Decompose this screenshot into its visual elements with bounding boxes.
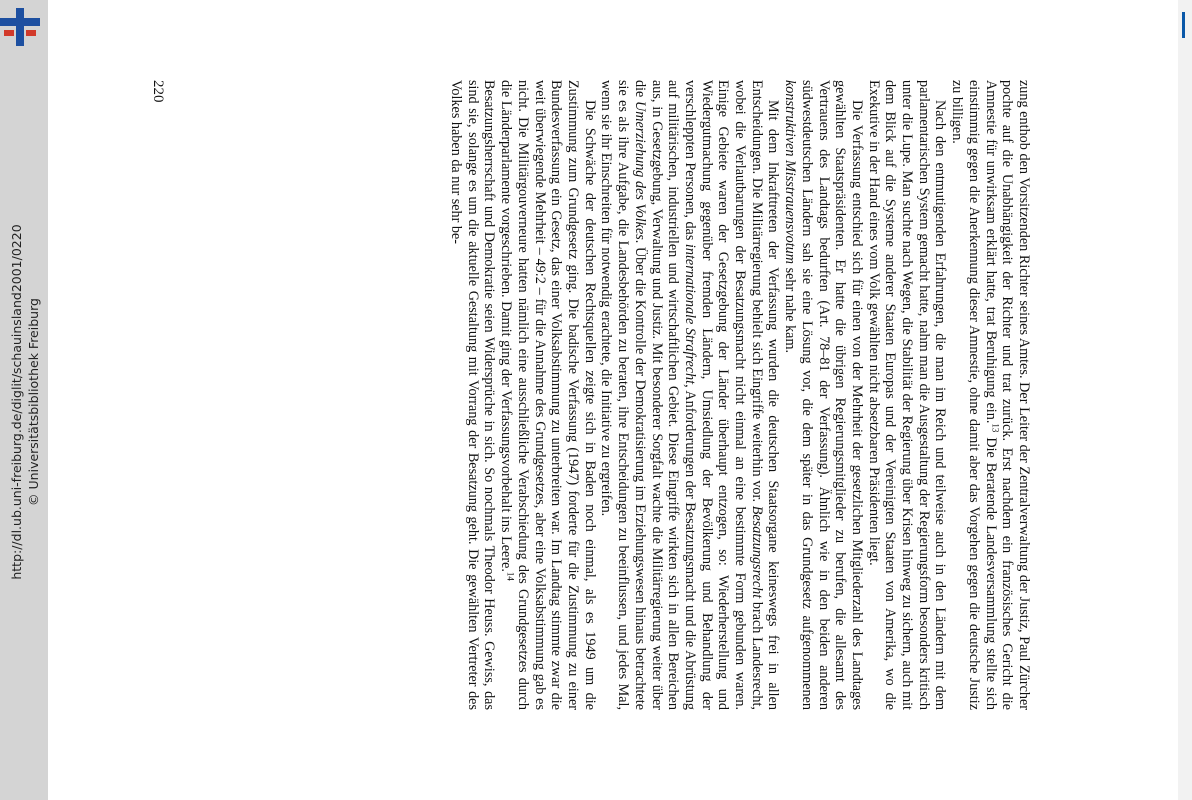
paragraph: Besatzungsherrschaft und Demokratie seien Widersprüche in sich. So nochmals Theodor Heuss. Gewiss, das sind sie, solange es um die aktuelle Gestaltung mit Vorrang der Besatzung geht. Die gewählten Vertreter des Volkes haben da nur sehr be- — [448, 80, 498, 710]
scanned-page — [140, 80, 1032, 710]
viewer-sidebar — [0, 0, 48, 800]
paragraph: Nach den entmutigenden Erfahrungen, die man im Reich und teilweise auch in den Ländern mit dem parlamentarischen System gemacht hatte, nahm man die Ausgestaltung der Regierungsform besonders kritisch unter die Lupe. Man suchte nach Wegen, die Stabilität der Regierung über Krisen hinweg zu sichern, auch mit dem Blick auf die Systeme anderer Staaten Europas und der Vereinigten Staaten von Amerika, wo die Exekutive in der Hand eines vom Volk gewählten nicht absetzbaren Präsidenten liegt. — [865, 80, 949, 710]
paragraph: Die Verfassung entschied sich für einen von der Mehrheit der gesetzlichen Mitgliederzahl des Landtages gewählten Staatspräsidenten. Er hatte die übrigen Regierungsmitglieder zu berufen, die allesamt des Vertrauens des Landtags bedurften (Art. 78–81 der Verfassung). Ähnlich wie in den beiden anderen südwestdeutschen Ländern sah sie eine Lösung vor, die dem später in das Grundgesetz aufgenommenen konstruktiven Misstrauensvotum sehr nahe kam. — [782, 80, 865, 710]
page-text — [447, 80, 1032, 710]
footnote-marker[interactable]: 13 — [990, 423, 1001, 433]
paragraph: Mit dem Inkrafttreten der Verfassung wurden die deutschen Staatsorgane keineswegs frei in allen Entscheidungen. Die Militärregierung behielt sich Eingriffe weiterhin vor. Besatzungsrecht brach Landesrecht, wobei die Verlautbarungen der Besatzungsmacht nicht einmal an eine bestimmte Form gebunden waren. Einige Gebiete waren der Gesetzgebung der Länder überhaupt entzogen, so: Wiederherstellung und Wiedergutmachung gegenüber fremden Ländern, Umsiedlung der Bevölkerung und Behandlung der verschleppten Personen, das internationale Strafrecht, Anforderungen der Besatzungsmacht und die Abrüstung auf militärischen, industriellen und wirtschaftlichen Gebiet. Diese Eingriffe wirkten sich in allen Bereichen aus, in Gesetzgebung, Verwaltung und Justiz. Mit besonderer Sorgfalt wachte die Militärregierung weiter über die Umerziehung des Volkes. Über die Kontrolle der Demokratisierung im Erziehungswesen hinaus betrachtete sie es als ihre Aufgabe, die Landesbehörden zu beraten, ihre Entscheidungen zu beeinflussen, und jedes Mal, wenn sie ihr Einschreiten für notwendig erachtete, die Initiative zu ergreifen. — [598, 80, 782, 710]
scroll-indicator[interactable] — [1182, 12, 1185, 38]
paragraph: Die Schwäche der deutschen Rechtsquellen zeigte sich in Baden noch einmal, als es 1949 um die Zustimmung zum Grundgesetz ging. Die badische Verfassung (1947) forderte für die Zustimmung zu einer Bundesverfassung ein Gesetz, das einer Volksabstimmung zu unterbreiten war. Im Landtag stimmte zwar die weit überwiegende Mehrheit – 49:2 – für die Annahme des Grundgesetzes, aber eine Volksabstimmung gab es nicht. Die Militärgouverneure hatten nämlich eine ausschließliche Verabschiedung des Grundgesetzes durch die Länderparlamente vorgeschrieben. Damit ging der Verfassungsvorbehalt ins Leere.$^{14}$ — [498, 80, 598, 710]
copyright-notice: © Universitätsbibliothek Freiburg — [26, 298, 41, 506]
document-url[interactable]: http://dl.ub.uni-freiburg.de/diglit/schauinsland2001/0220 — [9, 224, 24, 580]
footnote-marker[interactable]: 14 — [505, 571, 516, 581]
sidebar-caption — [8, 12, 42, 792]
page-number: 220 — [150, 80, 166, 103]
right-scroll-edge[interactable] — [1178, 0, 1192, 800]
paragraph: zung enthob den Vorsitzenden Richter seines Amtes. Der Leiter der Zentralverwaltung der Justiz, Paul Zürcher pochte auf die Unabhängigkeit der Richter und trat zurück. Erst nachdem ein französisches Gericht die Amnestie für unwirksam erklärt hatte, trat Beruhigung ein.$^{13}$ Die Beratende Landesversammlung stellte sich einstimmig gegen die Anerkennung dieser Amnestie, ohne damit aber das Vorgehen gegen die deutsche Justiz zu billigen. — [949, 80, 1032, 710]
